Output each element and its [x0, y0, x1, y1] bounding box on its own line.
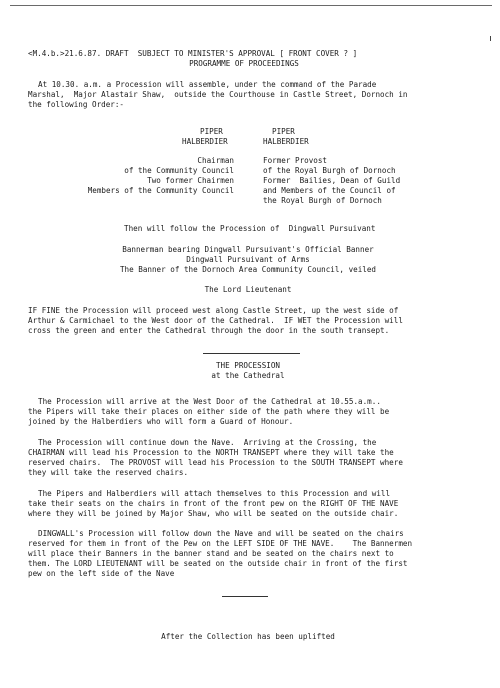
closing-line: After the Collection has been uplifted — [161, 632, 335, 641]
paragraph-line: where they will be joined by Major Shaw, who will be seated on the outside chair. — [28, 509, 399, 518]
paragraph-line: will place their Banners in the banner stand and be seated on the chairs next to — [28, 549, 394, 558]
piper-right: PIPER — [272, 127, 295, 136]
section-divider — [203, 353, 300, 354]
top-border-rule — [10, 5, 492, 6]
order-left-line: Members of the Community Council — [87, 186, 234, 195]
paragraph-line: The Procession will arrive at the West Door of the Cathedral at 10.55.a.m.. — [38, 397, 381, 406]
paragraph-line: pew on the left side of the Nave — [28, 569, 175, 578]
paragraph-line: them. The LORD LIEUTENANT will be seated on the outside chair in front of the first — [28, 559, 408, 568]
order-right-line: of the Royal Burgh of Dornoch — [263, 166, 396, 175]
lord-lieutenant-line: The Lord Lieutenant — [204, 285, 292, 294]
margin-mark — [490, 36, 491, 41]
paragraph-line: DINGWALL's Procession will follow down the Nave and will be seated on the chairs — [38, 529, 404, 538]
banner-line: Dingwall Pursuivant of Arms — [186, 255, 310, 264]
paragraph-line: the Pipers will take their places on either side of the path where they will be — [28, 407, 390, 416]
paragraph-line: joined by the Halberdiers who will form a Guard of Honour. — [28, 417, 294, 426]
order-right-line: and Members of the Council of — [263, 186, 396, 195]
halberdier-left: HALBERDIER — [182, 137, 228, 146]
paragraph-line: they will take the reserved chairs. — [28, 468, 189, 477]
dingwall-follow-line: Then will follow the Procession of Dingwall Pursuivant — [124, 224, 376, 233]
paragraph-line: CHAIRMAN will lead his Procession to the NORTH TRANSEPT where they will take the — [28, 448, 394, 457]
route-line: IF FINE the Procession will proceed west along Castle Street, up the west side of — [28, 306, 399, 315]
draft-header-line: <M.4.b.>21.6.87. DRAFT SUBJECT TO MINISTER'S APPROVAL [ FRONT COVER ? ] — [28, 49, 358, 58]
paragraph-line: reserved chairs. The PROVOST will lead his Procession to the SOUTH TRANSEPT where — [28, 458, 403, 467]
paragraph-line: take their seats on the chairs in front of the front pew on the RIGHT OF THE NAVE — [28, 499, 399, 508]
route-line: Arthur & Carmichael to the West door of the Cathedral. IF WET the Procession will — [28, 316, 403, 325]
cathedral-heading: THE PROCESSION — [215, 361, 280, 370]
intro-line: Marshal, Major Alastair Shaw, outside the Courthouse in Castle Street, Dornoch in — [28, 90, 408, 99]
programme-title: PROGRAMME OF PROCEEDINGS — [189, 59, 299, 68]
section-divider — [222, 596, 268, 597]
intro-line: the following Order:- — [28, 100, 125, 109]
route-line: cross the green and enter the Cathedral through the door in the south transept. — [28, 326, 390, 335]
halberdier-right: HALBERDIER — [263, 137, 309, 146]
order-left-line: of the Community Council — [124, 166, 234, 175]
paragraph-line: reserved for them in front of the Pew on the LEFT SIDE OF THE NAVE. The Bannermen — [28, 539, 413, 548]
order-left-line: Two former Chairmen — [147, 176, 234, 185]
paragraph-line: The Pipers and Halberdiers will attach themselves to this Procession and will — [38, 489, 391, 498]
banner-line: The Banner of the Dornoch Area Community Council, veiled — [119, 265, 377, 274]
order-left-line: Chairman — [197, 156, 234, 165]
paragraph-line: The Procession will continue down the Nave. Arriving at the Crossing, the — [38, 438, 377, 447]
piper-left: PIPER — [200, 127, 223, 136]
order-right-line: the Royal Burgh of Dornoch — [263, 196, 382, 205]
order-right-line: Former Provost — [263, 156, 328, 165]
intro-line: At 10.30. a.m. a Procession will assemble, under the command of the Parade — [38, 80, 377, 89]
order-right-line: Former Bailies, Dean of Guild — [263, 176, 401, 185]
banner-line: Bannerman bearing Dingwall Pursuivant's Official Banner — [122, 245, 374, 254]
cathedral-subheading: at the Cathedral — [211, 371, 285, 380]
